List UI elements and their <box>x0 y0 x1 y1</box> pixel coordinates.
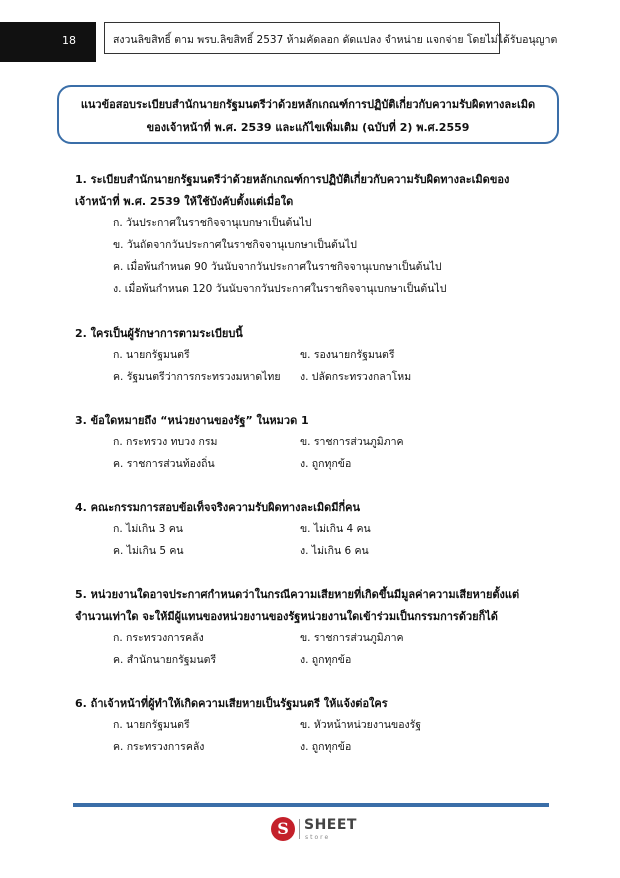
footer-divider <box>73 803 549 807</box>
question-1-text-cont: เจ้าหน้าที่ พ.ศ. 2539 ให้ใช้บังคับตั้งแต่เมื่อใด <box>75 195 294 208</box>
question-3-option-d: ง. ถูกทุกข้อ <box>300 458 352 470</box>
question-5-text-cont: จำนวนเท่าใด จะให้มีผู้แทนของหน่วยงานของรัฐหน่วยงานใดเข้าร่วมเป็นกรรมการด้วยก็ได้ <box>75 610 498 623</box>
question-1-option-c: ค. เมื่อพ้นกำหนด 90 วันนับจากวันประกาศในราชกิจจานุเบกษาเป็นต้นไป <box>113 261 442 273</box>
question-2-text: 2. ใครเป็นผู้รักษาการตามระเบียบนี้ <box>75 327 243 340</box>
question-6-option-a: ก. นายกรัฐมนตรี <box>113 719 190 731</box>
copyright-box <box>104 22 558 54</box>
question-5-option-b: ข. ราชการส่วนภูมิภาค <box>300 632 404 644</box>
question-4-option-c: ค. ไม่เกิน 5 คน <box>113 545 184 557</box>
question-2-option-b: ข. รองนายกรัฐมนตรี <box>300 349 395 361</box>
question-5-option-a: ก. กระทรวงการคลัง <box>113 632 204 644</box>
question-3-option-b: ข. ราชการส่วนภูมิภาค <box>300 436 404 448</box>
sheet-store-logo <box>271 817 361 845</box>
question-3-option-a: ก. กระทรวง ทบวง กรม <box>113 436 218 448</box>
question-4-text: 4. คณะกรรมการสอบข้อเท็จจริงความรับผิดทางละเมิดมีกี่คน <box>75 501 361 514</box>
document-title-line-1: แนวข้อสอบระเบียบสำนักนายกรัฐมนตรีว่าด้วยหลักเกณฑ์การปฏิบัติเกี่ยวกับความรับผิดทางละเมิด <box>80 98 536 111</box>
question-6-text: 6. ถ้าเจ้าหน้าที่ผู้ทำให้เกิดความเสียหายเป็นรัฐมนตรี ให้แจ้งต่อใคร <box>75 697 388 710</box>
question-5-option-c: ค. สำนักนายกรัฐมนตรี <box>113 654 217 666</box>
question-1-text: 1. ระเบียบสำนักนายกรัฐมนตรีว่าด้วยหลักเกณฑ์การปฏิบัติเกี่ยวกับความรับผิดทางละเมิดของ <box>75 173 510 186</box>
question-2-option-c: ค. รัฐมนตรีว่าการกระทรวงมหาดไทย <box>113 371 281 383</box>
question-5-option-d: ง. ถูกทุกข้อ <box>300 654 352 666</box>
question-1-option-b: ข. วันถัดจากวันประกาศในราชกิจจานุเบกษาเป็นต้นไป <box>113 239 357 251</box>
logo-separator <box>299 819 300 839</box>
question-1-option-d: ง. เมื่อพ้นกำหนด 120 วันนับจากวันประกาศในราชกิจจานุเบกษาเป็นต้นไป <box>113 283 447 295</box>
question-5-text: 5. หน่วยงานใดอาจประกาศกำหนดว่าในกรณีความเสียหายที่เกิดขึ้นมีมูลค่าความเสียหายตั้งแต่ <box>75 588 520 601</box>
question-2-option-d: ง. ปลัดกระทรวงกลาโหม <box>300 371 412 383</box>
page-number-box <box>0 22 96 62</box>
logo-s-icon: S <box>271 817 295 841</box>
question-2-option-a: ก. นายกรัฐมนตรี <box>113 349 190 361</box>
page-number: 18 <box>62 34 76 47</box>
question-3-text: 3. ข้อใดหมายถึง “หน่วยงานของรัฐ” ในหมวด 1 <box>75 414 309 427</box>
question-6-option-b: ข. หัวหน้าหน่วยงานของรัฐ <box>300 719 422 731</box>
question-1-option-a: ก. วันประกาศในราชกิจจานุเบกษาเป็นต้นไป <box>113 217 312 229</box>
document-title-box <box>57 85 559 144</box>
question-4-option-d: ง. ไม่เกิน 6 คน <box>300 545 369 557</box>
question-4-option-a: ก. ไม่เกิน 3 คน <box>113 523 183 535</box>
question-3-option-c: ค. ราชการส่วนท้องถิ่น <box>113 458 215 470</box>
question-6-option-d: ง. ถูกทุกข้อ <box>300 741 352 753</box>
logo-wordmark: SHEET <box>304 817 357 833</box>
question-4-option-b: ข. ไม่เกิน 4 คน <box>300 523 371 535</box>
logo-subtext: store <box>305 834 331 841</box>
question-6-option-c: ค. กระทรวงการคลัง <box>113 741 205 753</box>
copyright-notice: สงวนลิขสิทธิ์ ตาม พรบ.ลิขสิทธิ์ 2537 ห้ามคัดลอก ดัดแปลง จำหน่าย แจกจ่าย โดยไม่ได้รับอนุญาต <box>113 34 558 46</box>
document-title-line-2: ของเจ้าหน้าที่ พ.ศ. 2539 และแก้ไขเพิ่มเติม (ฉบับที่ 2) พ.ศ.2559 <box>146 121 470 134</box>
